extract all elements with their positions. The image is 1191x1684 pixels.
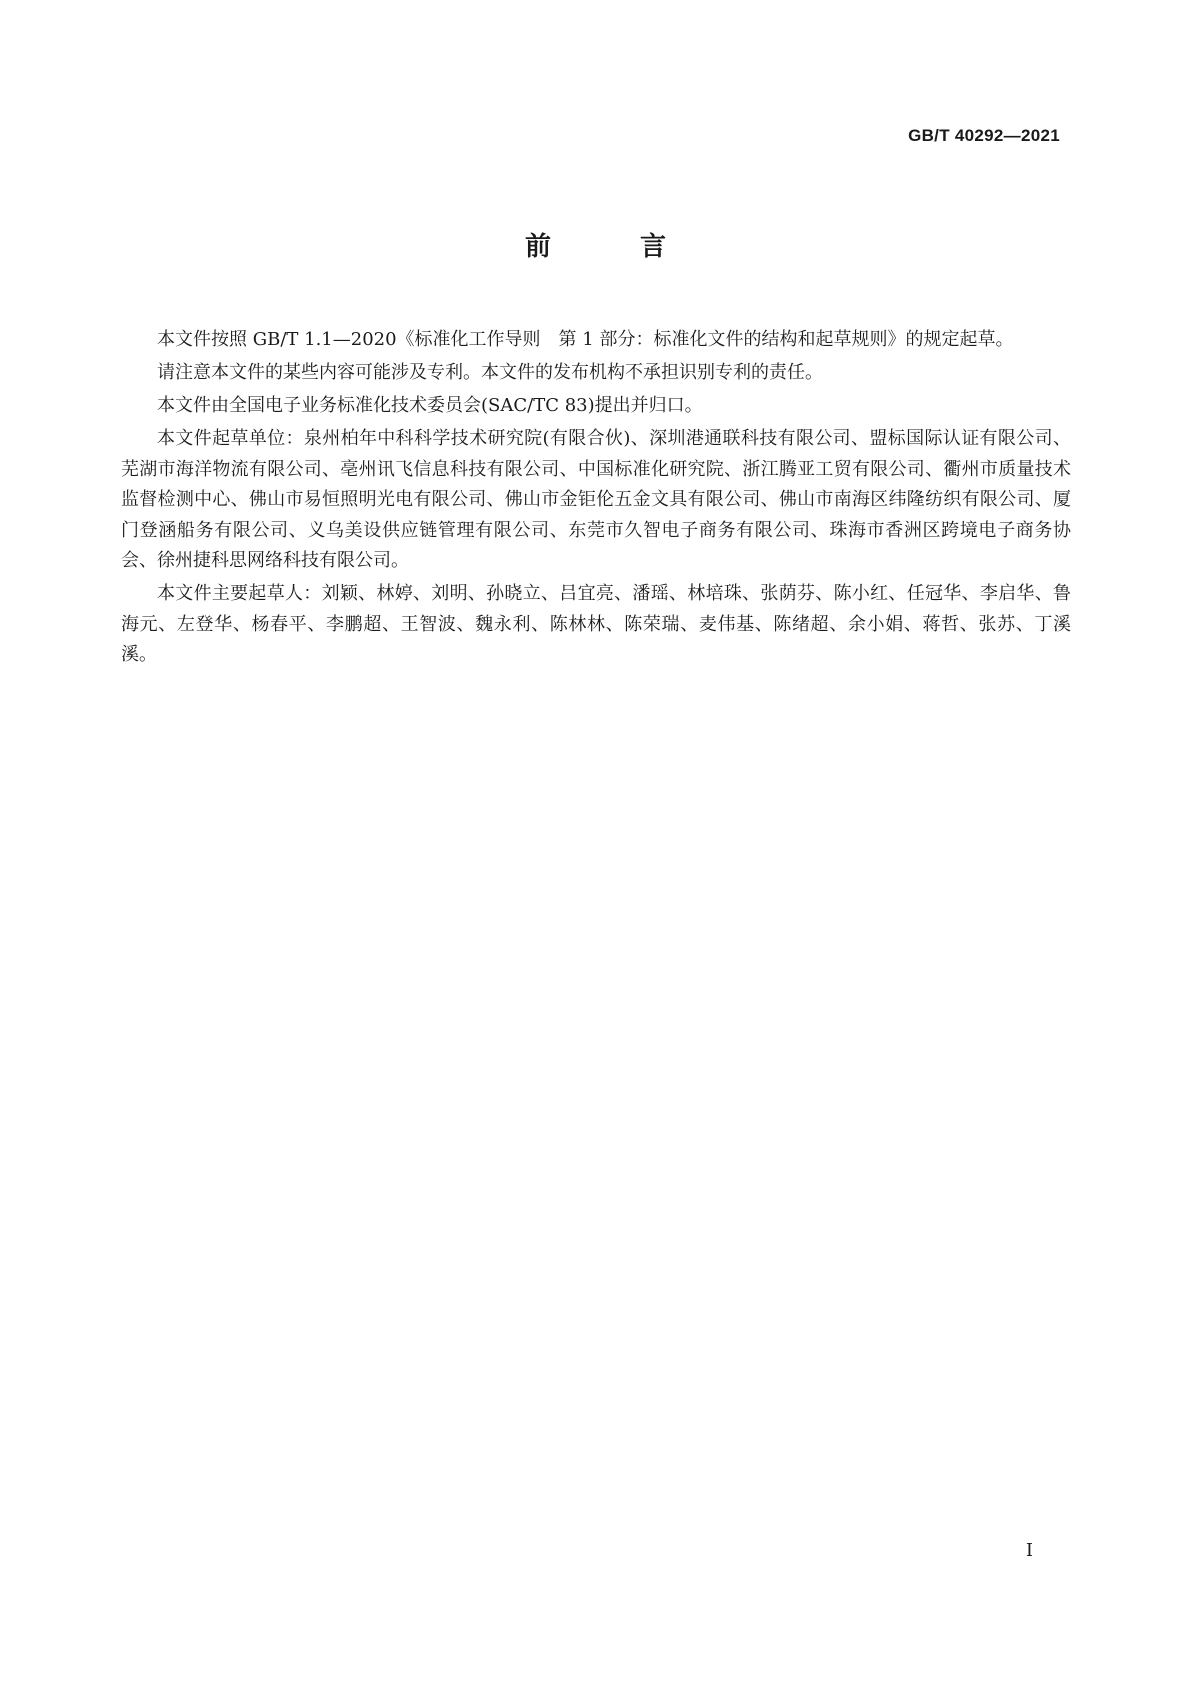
paragraph-drafting-units: 本文件起草单位：泉州柏年中科科学技术研究院(有限合伙)、深圳港通联科技有限公司、盟标国际认证有限公司、芜湖市海洋物流有限公司、亳州讯飞信息科技有限公司、中国标准化研究院、浙江腾亚工贸有限公司、衢州市质量技术监督检测中心、佛山市易恒照明光电有限公司、佛山市金钜伦五金文具有限公司、佛山市南海区纬隆纺织有限公司、厦门登涵船务有限公司、义乌美设供应链管理有限公司、东莞市久智电子商务有限公司、珠海市香洲区跨境电子商务协会、徐州捷科思网络科技有限公司。 — [121, 428, 1071, 571]
page-number: I — [1025, 1540, 1033, 1561]
page-title: 前 言 — [524, 232, 707, 262]
standard-number: GB/T 40292—2021 — [908, 126, 1060, 145]
paragraph-proposer: 本文件由全国电子业务标准化技术委员会(SAC/TC 83)提出并归口。 — [157, 395, 703, 416]
paragraph-drafting-rules: 本文件按照 GB/T 1.1—2020《标准化工作导则 第 1 部分：标准化文件的结构和起草规则》的规定起草。 — [157, 329, 1014, 350]
paragraph-drafters: 本文件主要起草人：刘颖、林婷、刘明、孙晓立、吕宜亮、潘瑶、林培珠、张荫芬、陈小红、任冠华、李启华、鲁海元、左登华、杨春平、李鹏超、王智波、魏永利、陈林林、陈荣瑞、麦伟基、陈绪超、余小娟、蒋哲、张苏、丁溪溪。 — [121, 583, 1071, 665]
paragraph-patent-notice: 请注意本文件的某些内容可能涉及专利。本文件的发布机构不承担识别专利的责任。 — [157, 362, 823, 383]
body-text — [121, 325, 1071, 673]
